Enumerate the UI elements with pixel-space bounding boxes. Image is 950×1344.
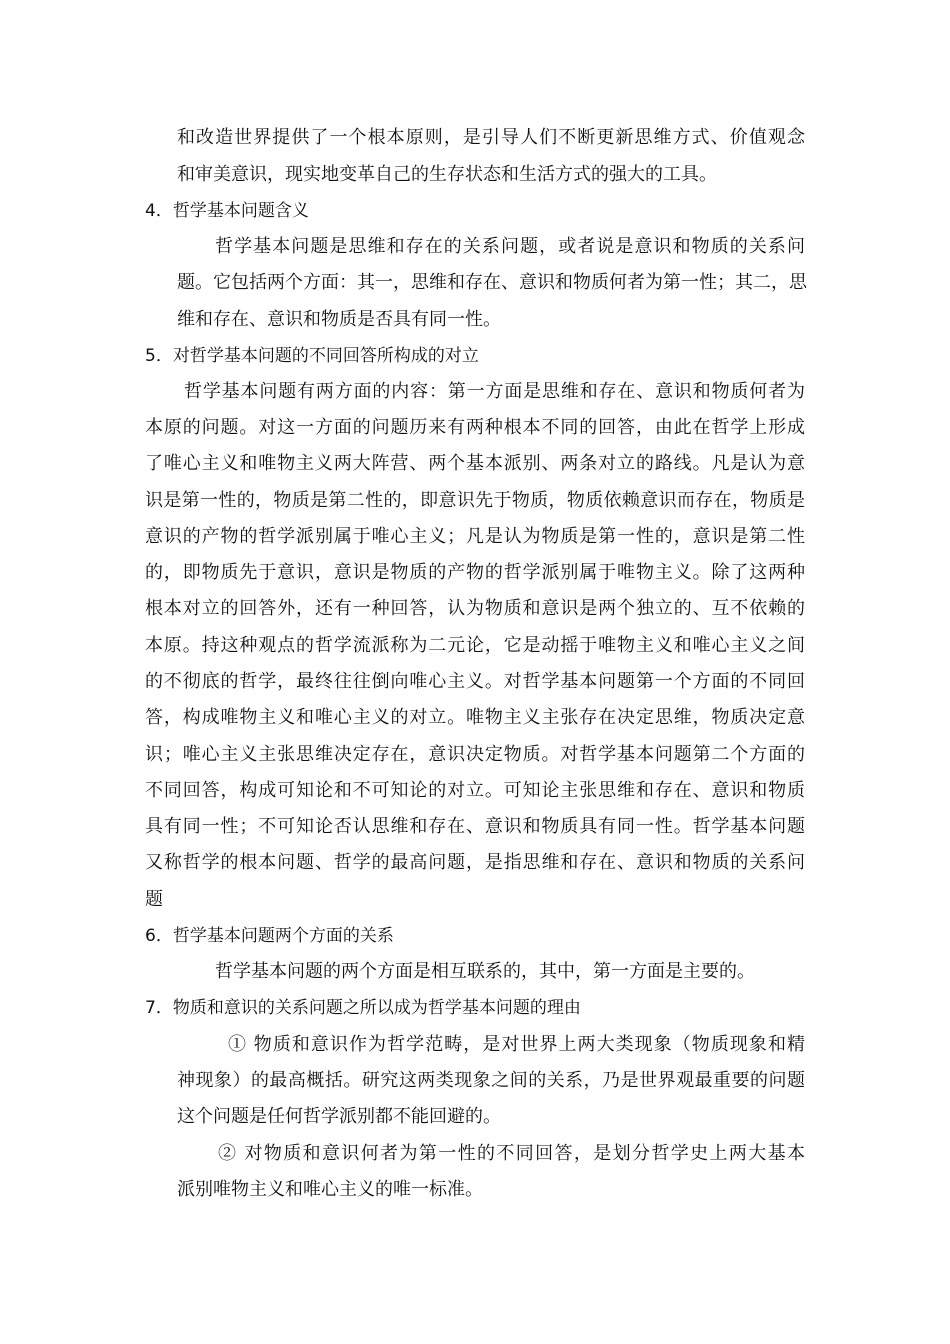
text-line: 维和存在、意识和物质是否具有同一性。 [177,309,501,330]
text-line: 的不彻底的哲学，最终往往倒向唯心主义。对哲学基本问题第一个方面的不同回 [145,671,805,692]
text-line: 哲学基本问题有两方面的内容：第一方面是思维和存在、意识和物质何者为 [184,381,805,402]
section-heading: 7．物质和意识的关系问题之所以成为哲学基本问题的理由 [145,998,581,1018]
text-line: 哲学基本问题的两个方面是相互联系的，其中，第一方面是主要的。 [215,961,755,982]
text-line: 又称哲学的根本问题、哲学的最高问题，是指思维和存在、意识和物质的关系问 [145,852,805,873]
text-line: 意识的产物的哲学派别属于唯心主义；凡是认为物质是第一性的，意识是第二性 [145,526,805,547]
text-line: 和审美意识，现实地变革自己的生存状态和生活方式的强大的工具。 [177,164,717,185]
text-line: ① 物质和意识作为哲学范畴，是对世界上两大类现象（物质现象和精 [228,1034,805,1055]
text-line: 这个问题是任何哲学派别都不能回避的。 [177,1106,501,1127]
text-line: 题。它包括两个方面：其一，思维和存在、意识和物质何者为第一性；其二，思 [177,272,807,293]
text-line: 识是第一性的，物质是第二性的，即意识先于物质，物质依赖意识而存在，物质是 [145,490,805,511]
text-line: ② 对物质和意识何者为第一性的不同回答，是划分哲学史上两大基本 [218,1143,805,1164]
text-line: 根本对立的回答外，还有一种回答，认为物质和意识是两个独立的、互不依赖的 [145,598,805,619]
text-line: 的，即物质先于意识，意识是物质的产物的哲学派别属于唯物主义。除了这两种 [145,562,805,583]
text-line: 了唯心主义和唯物主义两大阵营、两个基本派别、两条对立的路线。凡是认为意 [145,453,805,474]
section-heading: 5．对哲学基本问题的不同回答所构成的对立 [145,346,479,366]
text-line: 不同回答，构成可知论和不可知论的对立。可知论主张思维和存在、意识和物质 [145,780,805,801]
section-heading: 6．哲学基本问题两个方面的关系 [145,926,394,946]
text-line: 题 [145,889,163,910]
text-line: 识；唯心主义主张思维决定存在，意识决定物质。对哲学基本问题第二个方面的 [145,744,805,765]
text-line: 本原。持这种观点的哲学流派称为二元论，它是动摇于唯物主义和唯心主义之间 [145,635,805,656]
section-heading: 4．哲学基本问题含义 [145,201,309,221]
text-line: 具有同一性；不可知论否认思维和存在、意识和物质具有同一性。哲学基本问题 [145,816,805,837]
text-line: 派别唯物主义和唯心主义的唯一标准。 [177,1179,483,1200]
text-line: 和改造世界提供了一个根本原则，是引导人们不断更新思维方式、价值观念 [177,127,805,148]
text-line: 答，构成唯物主义和唯心主义的对立。唯物主义主张存在决定思维，物质决定意 [145,707,805,728]
text-line: 哲学基本问题是思维和存在的关系问题，或者说是意识和物质的关系问 [215,236,805,257]
text-line: 神现象）的最高概括。研究这两类现象之间的关系，乃是世界观最重要的问题 [177,1070,805,1091]
text-line: 本原的问题。对这一方面的问题历来有两种根本不同的回答，由此在哲学上形成 [145,417,805,438]
